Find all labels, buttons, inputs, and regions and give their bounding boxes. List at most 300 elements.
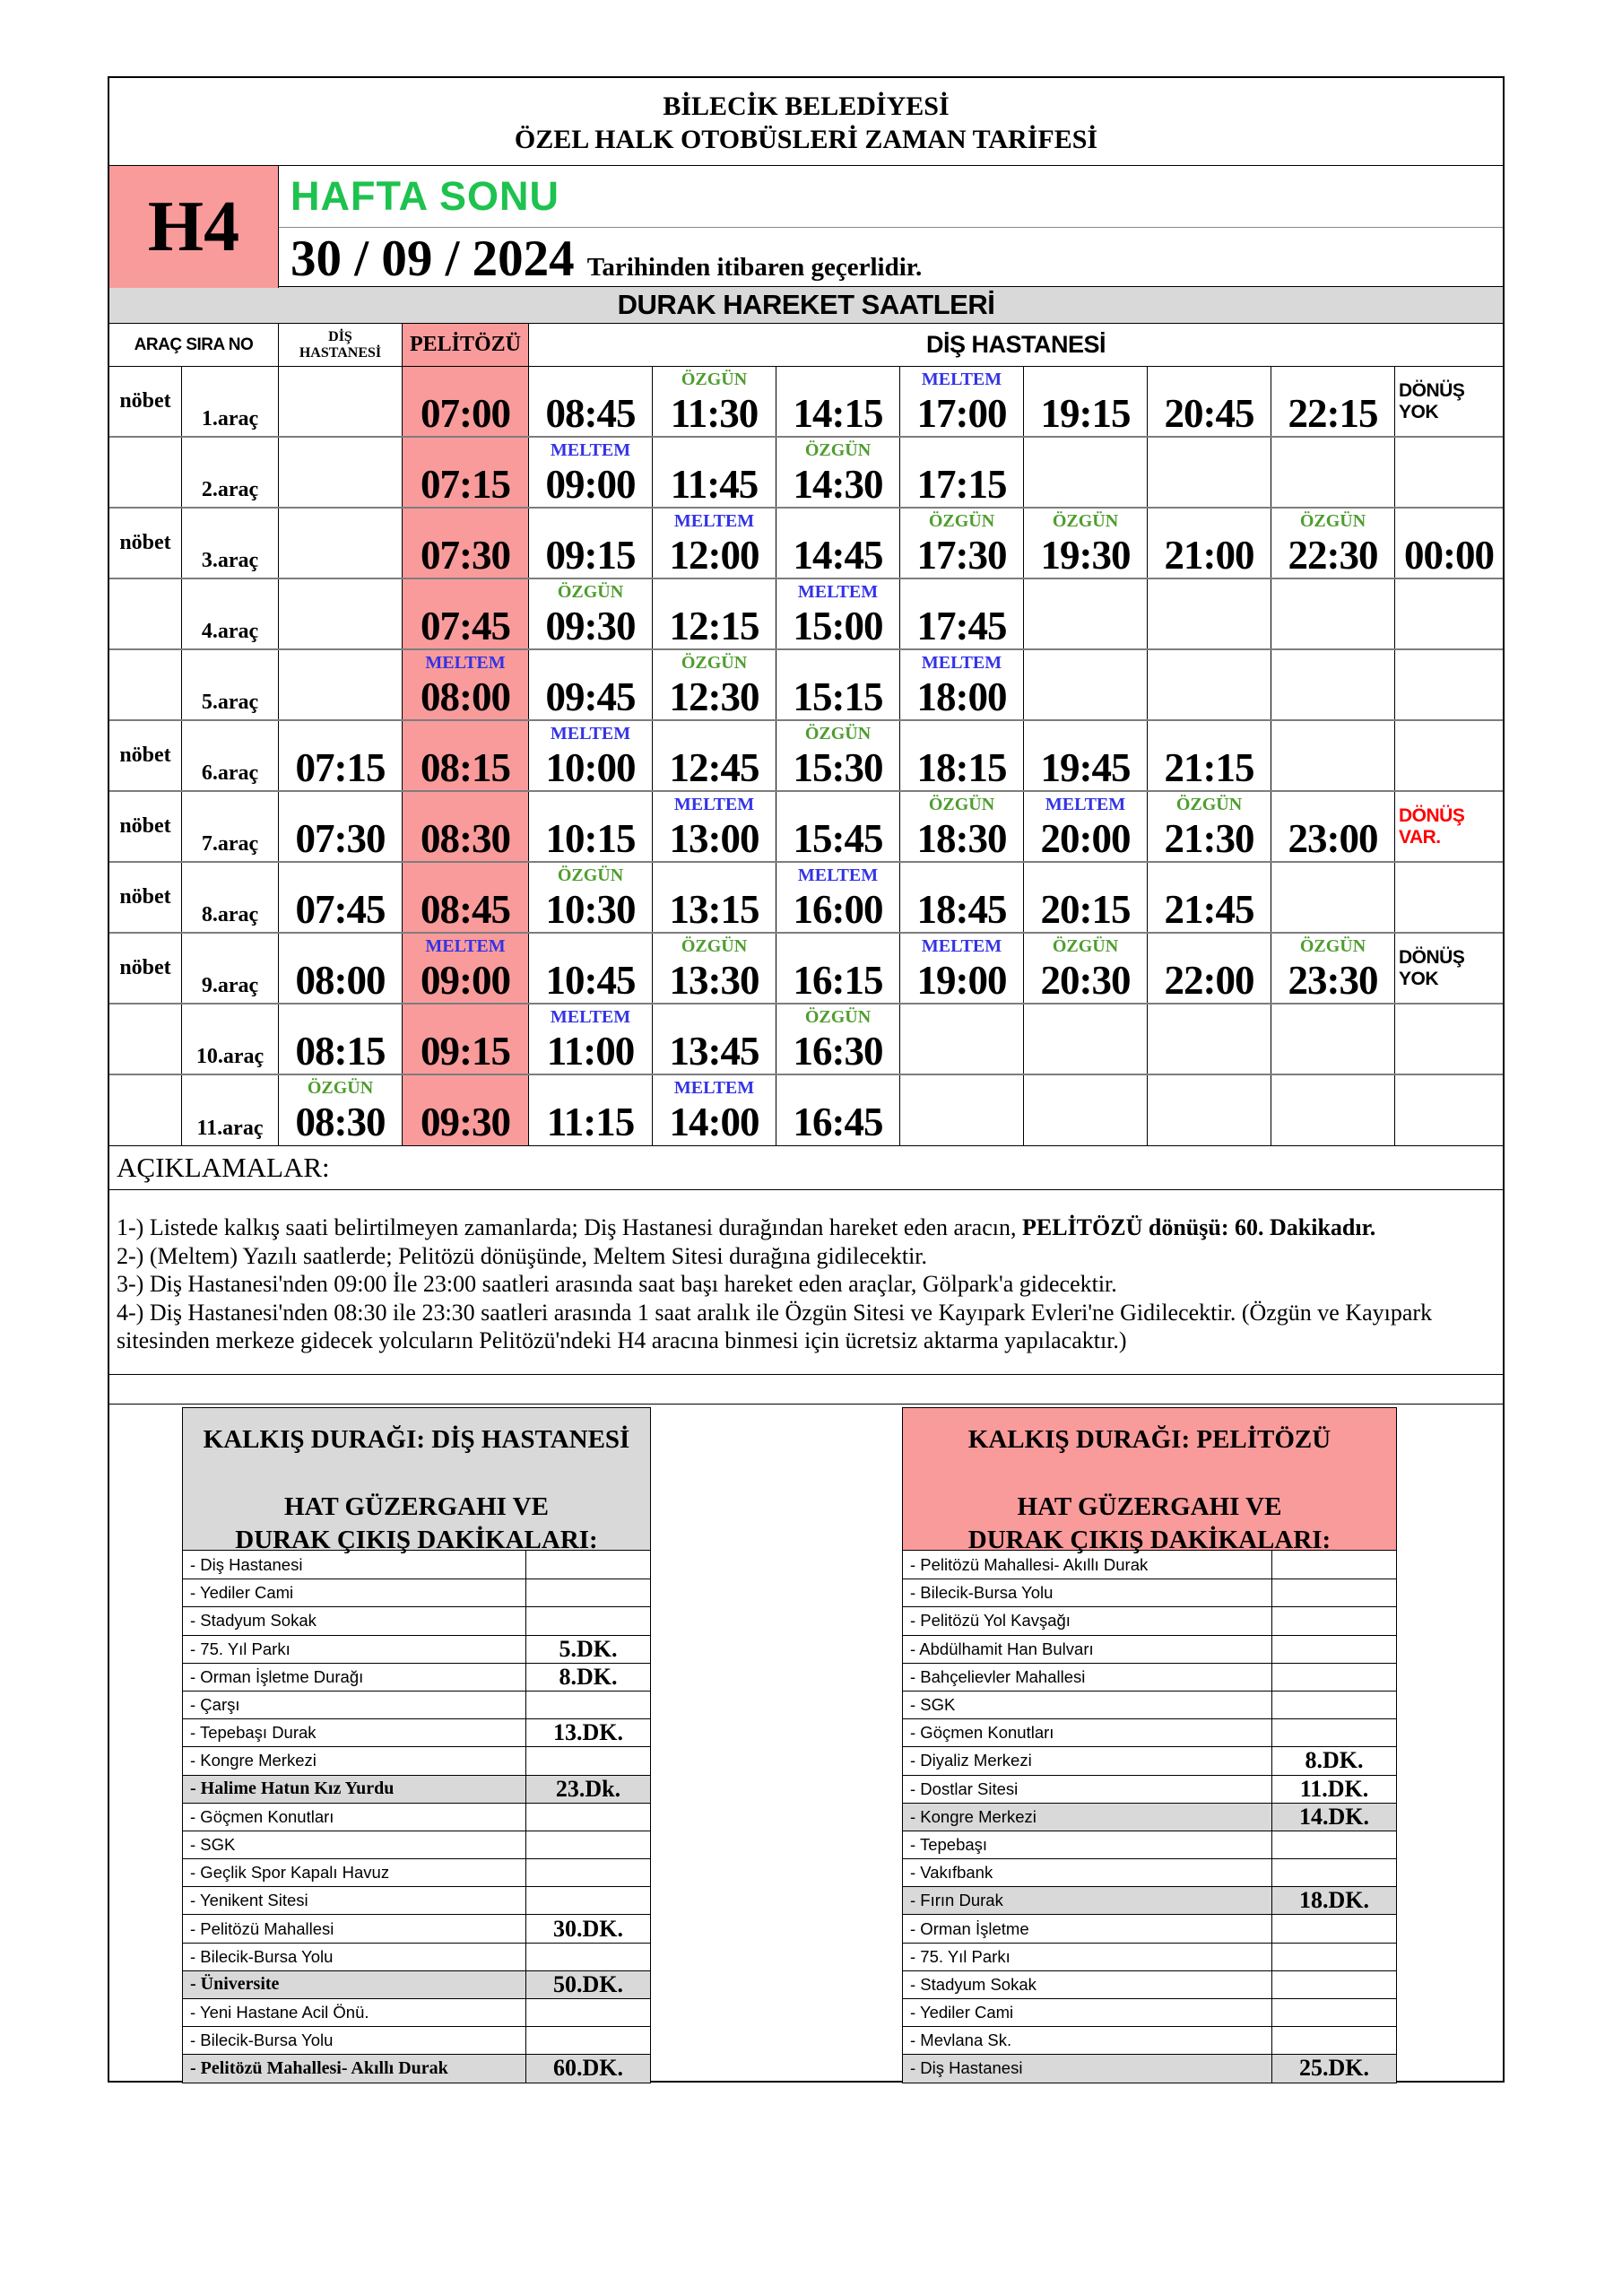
nobet-cell bbox=[109, 1075, 182, 1145]
stop-row bbox=[903, 1775, 1396, 1803]
meltem-label: MELTEM bbox=[921, 653, 1002, 673]
ozgun-label: ÖZGÜN bbox=[804, 1007, 872, 1027]
time-cell bbox=[529, 438, 653, 507]
stop-name: - Tepebaşı Durak bbox=[183, 1719, 526, 1746]
ozgun-label: ÖZGÜN bbox=[1052, 936, 1119, 956]
time-cell bbox=[529, 579, 653, 648]
route-list-pelitozu bbox=[902, 1407, 1397, 2083]
time-cell bbox=[653, 1004, 776, 1074]
meltem-label: MELTEM bbox=[921, 370, 1002, 389]
time-cell bbox=[1148, 792, 1271, 861]
stop-name: - Üniversite bbox=[183, 1971, 526, 1998]
time-cell bbox=[1271, 438, 1395, 507]
note-3: 3-) Diş Hastanesi'nden 09:00 İle 23:00 saatleri arasında saat başı hareket eden araçlar, Gölpark'a gidecektir. bbox=[117, 1271, 1117, 1297]
site-label bbox=[308, 1075, 373, 1100]
time-cell bbox=[1395, 509, 1503, 578]
time-cell bbox=[1148, 650, 1271, 719]
stop-name: - Kongre Merkezi bbox=[903, 1804, 1272, 1831]
departure-time: 13:00 bbox=[669, 816, 759, 861]
meltem-label: MELTEM bbox=[550, 440, 631, 460]
stop-minutes: 11.DK. bbox=[1299, 1775, 1369, 1802]
time-cell bbox=[1024, 1004, 1148, 1074]
site-label bbox=[1053, 509, 1118, 534]
time-cell bbox=[653, 792, 776, 861]
timetable-document bbox=[108, 76, 1505, 2083]
site-label bbox=[681, 367, 747, 392]
meltem-label: MELTEM bbox=[673, 511, 755, 531]
departure-time: 12:15 bbox=[669, 604, 759, 648]
time-cell bbox=[279, 509, 403, 578]
stop-minutes: 23.Dk. bbox=[555, 1775, 621, 1802]
time-cell bbox=[1148, 1075, 1271, 1145]
time-cell bbox=[529, 1075, 653, 1145]
time-cell bbox=[1395, 1004, 1503, 1074]
stop-minutes bbox=[526, 1859, 650, 1886]
time-cell bbox=[529, 1004, 653, 1074]
time-cell bbox=[900, 1004, 1024, 1074]
site-label bbox=[798, 863, 878, 888]
departure-time: 20:30 bbox=[1040, 958, 1131, 1003]
time-cell bbox=[403, 1075, 529, 1145]
meltem-label: MELTEM bbox=[797, 582, 879, 602]
time-cell bbox=[1024, 438, 1148, 507]
departure-time: 09:15 bbox=[421, 1029, 510, 1074]
time-cell bbox=[1271, 367, 1395, 436]
site-label bbox=[551, 438, 630, 463]
departure-time: 09:30 bbox=[545, 604, 636, 648]
stop-row bbox=[903, 1998, 1396, 2026]
time-cell bbox=[776, 863, 900, 932]
departure-time: 16:00 bbox=[793, 887, 883, 932]
time-cell bbox=[1024, 650, 1148, 719]
stop-name: - Bilecik-Bursa Yolu bbox=[903, 1579, 1272, 1606]
site-label bbox=[1176, 792, 1242, 817]
stop-minutes bbox=[1272, 1859, 1396, 1886]
stop-name: - Diş Hastanesi bbox=[903, 2055, 1272, 2082]
site-label bbox=[922, 934, 1002, 959]
route-header-right bbox=[279, 166, 1503, 288]
departure-time: 21:00 bbox=[1164, 533, 1254, 578]
stop-minutes bbox=[1272, 1636, 1396, 1663]
departure-time: 10:30 bbox=[545, 887, 636, 932]
time-cell bbox=[279, 579, 403, 648]
stop-row bbox=[183, 1831, 650, 1858]
departure-time: 17:45 bbox=[916, 604, 1007, 648]
time-cell bbox=[403, 438, 529, 507]
site-label bbox=[674, 509, 754, 534]
departure-time: 08:45 bbox=[545, 391, 636, 436]
ozgun-label: ÖZGÜN bbox=[928, 511, 995, 531]
site-label bbox=[551, 1004, 630, 1030]
stop-name: - Stadyum Sokak bbox=[903, 1971, 1272, 1998]
site-label bbox=[674, 792, 754, 817]
departure-time: 16:30 bbox=[793, 1029, 883, 1074]
col-header-dis-line1: DİŞ bbox=[328, 328, 352, 344]
stop-row bbox=[183, 1998, 650, 2026]
time-cell bbox=[1148, 721, 1271, 790]
route-lists-section bbox=[109, 1405, 1503, 2081]
vehicle-number-cell: 8.araç bbox=[182, 863, 279, 932]
site-label bbox=[922, 367, 1002, 392]
time-cell bbox=[653, 367, 776, 436]
timetable-row-3 bbox=[109, 509, 1503, 579]
time-cell bbox=[653, 509, 776, 578]
donus-cell bbox=[1395, 934, 1503, 1003]
time-cell bbox=[776, 1075, 900, 1145]
site-label bbox=[558, 863, 623, 888]
stop-name: - Kongre Merkezi bbox=[183, 1747, 526, 1774]
time-cell bbox=[403, 650, 529, 719]
departure-time: 15:30 bbox=[793, 745, 883, 790]
title-line2: ÖZEL HALK OTOBÜSLERİ ZAMAN TARİFESİ bbox=[514, 125, 1098, 154]
site-label bbox=[805, 721, 871, 746]
time-cell bbox=[1024, 1075, 1148, 1145]
vehicle-number-cell: 7.araç bbox=[182, 792, 279, 861]
ozgun-label: ÖZGÜN bbox=[681, 370, 748, 389]
stop-name: - Mevlana Sk. bbox=[903, 2027, 1272, 2054]
departure-time: 17:30 bbox=[916, 533, 1007, 578]
time-cell bbox=[1271, 579, 1395, 648]
departure-time: 15:00 bbox=[793, 604, 883, 648]
ozgun-label: ÖZGÜN bbox=[1299, 511, 1366, 531]
ozgun-label: ÖZGÜN bbox=[557, 865, 624, 885]
ozgun-label: ÖZGÜN bbox=[804, 724, 872, 744]
time-cell bbox=[1024, 721, 1148, 790]
vehicle-number-cell: 4.araç bbox=[182, 579, 279, 648]
stop-name: - Diş Hastanesi bbox=[183, 1551, 526, 1578]
time-cell bbox=[776, 721, 900, 790]
stop-name: - Pelitözü Mahallesi- Akıllı Durak bbox=[183, 2055, 526, 2082]
stop-name: - Yediler Cami bbox=[183, 1579, 526, 1606]
stop-minutes: 8.DK. bbox=[559, 1663, 618, 1690]
ozgun-label: ÖZGÜN bbox=[681, 653, 748, 673]
stop-minutes bbox=[1272, 1915, 1396, 1942]
time-cell bbox=[1395, 721, 1503, 790]
departure-time: 18:15 bbox=[916, 745, 1007, 790]
stop-minutes bbox=[526, 1692, 650, 1718]
right-header-line2: HAT GÜZERGAHI VE bbox=[1017, 1492, 1282, 1521]
route-list-right-rows bbox=[902, 1551, 1397, 2083]
departure-time: 18:45 bbox=[916, 887, 1007, 932]
stop-minutes: 30.DK. bbox=[553, 1915, 623, 1942]
departure-time: 09:45 bbox=[545, 674, 636, 719]
stop-name: - 75. Yıl Parkı bbox=[903, 1944, 1272, 1970]
site-label bbox=[922, 650, 1002, 675]
stop-minutes bbox=[1272, 1999, 1396, 2026]
time-cell bbox=[403, 934, 529, 1003]
time-cell bbox=[900, 721, 1024, 790]
stop-name: - SGK bbox=[183, 1831, 526, 1858]
departure-time: 14:45 bbox=[793, 533, 883, 578]
stop-row bbox=[903, 1943, 1396, 1970]
departure-time: 14:15 bbox=[793, 391, 883, 436]
departure-time: 09:00 bbox=[421, 958, 510, 1003]
stop-row bbox=[903, 1858, 1396, 1886]
time-cell bbox=[900, 367, 1024, 436]
stop-row bbox=[183, 1691, 650, 1718]
ozgun-label: ÖZGÜN bbox=[1175, 795, 1243, 814]
stop-name: - Göçmen Konutları bbox=[903, 1719, 1272, 1746]
time-cell bbox=[900, 650, 1024, 719]
time-cell bbox=[279, 863, 403, 932]
stop-row bbox=[183, 1970, 650, 1998]
vehicle-number-cell: 10.araç bbox=[182, 1004, 279, 1074]
site-label bbox=[805, 438, 871, 463]
left-header-line1: KALKIŞ DURAĞI: DİŞ HASTANESİ bbox=[203, 1425, 630, 1454]
time-cell bbox=[279, 650, 403, 719]
stop-minutes bbox=[1272, 1579, 1396, 1606]
departure-time: 14:30 bbox=[793, 462, 883, 507]
stop-name: - 75. Yıl Parkı bbox=[183, 1636, 526, 1663]
stop-minutes bbox=[1272, 1944, 1396, 1970]
stop-row bbox=[183, 1578, 650, 1606]
time-cell bbox=[1271, 1075, 1395, 1145]
route-code: H4 bbox=[109, 166, 279, 288]
departure-time: 13:15 bbox=[669, 887, 759, 932]
stop-row bbox=[903, 2054, 1396, 2082]
departure-time: 21:45 bbox=[1164, 887, 1254, 932]
right-header-line3: DURAK ÇIKIŞ DAKİKALARI: bbox=[967, 1526, 1331, 1554]
time-cell bbox=[529, 721, 653, 790]
stop-minutes: 25.DK. bbox=[1299, 2055, 1369, 2082]
stop-minutes bbox=[1272, 2027, 1396, 2054]
vehicle-number-cell: 11.araç bbox=[182, 1075, 279, 1145]
time-cell bbox=[900, 792, 1024, 861]
nobet-cell bbox=[109, 579, 182, 648]
spacer-row bbox=[109, 1375, 1503, 1405]
time-cell bbox=[1271, 1004, 1395, 1074]
site-label bbox=[425, 650, 505, 675]
stop-minutes bbox=[1272, 1551, 1396, 1578]
time-cell bbox=[1024, 863, 1148, 932]
validity-date-note: Tarihinden itibaren geçerlidir. bbox=[586, 253, 923, 282]
ozgun-label: ÖZGÜN bbox=[681, 936, 748, 956]
departure-time: 07:30 bbox=[295, 816, 386, 861]
departure-time: 20:15 bbox=[1040, 887, 1131, 932]
stop-name: - Orman İşletme bbox=[903, 1915, 1272, 1942]
section-title: DURAK HAREKET SAATLERİ bbox=[109, 287, 1503, 324]
departure-time: 09:30 bbox=[421, 1100, 510, 1144]
site-label bbox=[929, 792, 994, 817]
time-cell bbox=[279, 792, 403, 861]
departure-time: 07:15 bbox=[421, 462, 510, 507]
vehicle-number-cell: 5.araç bbox=[182, 650, 279, 719]
stop-row bbox=[183, 1635, 650, 1663]
stop-name: - Yediler Cami bbox=[903, 1999, 1272, 2026]
time-cell bbox=[1024, 579, 1148, 648]
stop-row bbox=[183, 1858, 650, 1886]
note-4: 4-) Diş Hastanesi'nden 08:30 ile 23:30 saatleri arasında 1 saat aralık ile Özgün Sitesi ve Kayıpark Evleri'ne Gidilecektir. (Özgün ve Kayıpark sitesinden merkeze gidecek yolcuların Pelitözü'ndeki H4 aracına binmesi için ücretsiz aktarma yapılacaktır.) bbox=[117, 1299, 1433, 1353]
stop-minutes: 5.DK. bbox=[559, 1635, 618, 1662]
meltem-label: MELTEM bbox=[673, 795, 755, 814]
time-cell bbox=[776, 438, 900, 507]
timetable-body bbox=[109, 367, 1503, 1146]
vehicle-number-cell: 1.araç bbox=[182, 367, 279, 436]
route-list-right-header bbox=[902, 1407, 1397, 1554]
stop-row bbox=[183, 1718, 650, 1746]
time-cell bbox=[1148, 438, 1271, 507]
time-cell bbox=[1148, 509, 1271, 578]
timetable-row-6 bbox=[109, 721, 1503, 792]
time-cell bbox=[1024, 509, 1148, 578]
timetable-row-5 bbox=[109, 650, 1503, 721]
stop-minutes: 13.DK. bbox=[553, 1719, 623, 1746]
right-header-line1: KALKIŞ DURAĞI: PELİTÖZÜ bbox=[967, 1425, 1331, 1454]
departure-time: 21:15 bbox=[1164, 745, 1254, 790]
nobet-cell bbox=[109, 438, 182, 507]
ozgun-label: ÖZGÜN bbox=[307, 1078, 374, 1098]
donus-line: DÖNÜŞ bbox=[1399, 379, 1465, 401]
stop-row bbox=[903, 1746, 1396, 1774]
departure-time: 19:45 bbox=[1040, 745, 1131, 790]
stop-name: - Dostlar Sitesi bbox=[903, 1776, 1272, 1803]
document-title bbox=[109, 78, 1503, 166]
stop-name: - Yenikent Sitesi bbox=[183, 1887, 526, 1914]
time-cell bbox=[776, 509, 900, 578]
nobet-cell: nöbet bbox=[109, 863, 182, 932]
stop-name: - Göçmen Konutları bbox=[183, 1804, 526, 1831]
stop-minutes bbox=[1272, 1971, 1396, 1998]
time-cell bbox=[776, 650, 900, 719]
stop-name: - Stadyum Sokak bbox=[183, 1607, 526, 1634]
ozgun-label: ÖZGÜN bbox=[928, 795, 995, 814]
departure-time: 13:45 bbox=[669, 1029, 759, 1074]
departure-time: 22:30 bbox=[1288, 533, 1378, 578]
departure-time: 07:30 bbox=[421, 533, 510, 578]
stop-minutes bbox=[526, 1804, 650, 1831]
departure-time: 16:15 bbox=[793, 958, 883, 1003]
stop-row bbox=[183, 1746, 650, 1774]
time-cell bbox=[529, 792, 653, 861]
meltem-label: MELTEM bbox=[425, 653, 506, 673]
donus-line: DÖNÜŞ bbox=[1399, 946, 1465, 968]
stop-row bbox=[183, 1803, 650, 1831]
time-cell bbox=[1148, 934, 1271, 1003]
timetable-row-1 bbox=[109, 367, 1503, 438]
stop-minutes bbox=[526, 1579, 650, 1606]
donus-line: DÖNÜŞ bbox=[1399, 804, 1465, 826]
time-cell bbox=[279, 1075, 403, 1145]
stop-name: - Pelitözü Mahallesi- Akıllı Durak bbox=[903, 1551, 1272, 1578]
departure-time: 16:45 bbox=[793, 1100, 883, 1144]
time-cell bbox=[900, 579, 1024, 648]
timetable-row-4 bbox=[109, 579, 1503, 650]
site-label bbox=[1300, 934, 1366, 959]
time-cell bbox=[1024, 934, 1148, 1003]
validity-date: 30 / 09 / 2024 bbox=[291, 230, 575, 287]
time-cell bbox=[1148, 367, 1271, 436]
time-cell bbox=[403, 579, 529, 648]
col-header-arac-sira-no: ARAÇ SIRA NO bbox=[109, 324, 279, 366]
departure-time: 07:45 bbox=[421, 604, 510, 648]
time-cell bbox=[1271, 934, 1395, 1003]
stop-name: - Pelitözü Mahallesi bbox=[183, 1915, 526, 1942]
route-list-left-rows bbox=[182, 1551, 651, 2083]
meltem-label: MELTEM bbox=[550, 724, 631, 744]
stop-name: - SGK bbox=[903, 1692, 1272, 1718]
stop-row bbox=[183, 1663, 650, 1691]
time-cell bbox=[653, 863, 776, 932]
time-cell bbox=[900, 1075, 1024, 1145]
ozgun-label: ÖZGÜN bbox=[1299, 936, 1366, 956]
stop-minutes bbox=[1272, 1607, 1396, 1634]
stop-minutes bbox=[526, 1607, 650, 1634]
stop-minutes: 8.DK. bbox=[1305, 1747, 1364, 1774]
departure-time: 19:30 bbox=[1040, 533, 1131, 578]
time-cell bbox=[776, 1004, 900, 1074]
time-cell bbox=[279, 438, 403, 507]
time-cell bbox=[1271, 650, 1395, 719]
donus-cell bbox=[1395, 367, 1503, 436]
stop-row bbox=[183, 2054, 650, 2082]
stop-minutes: 18.DK. bbox=[1299, 1887, 1369, 1914]
site-label bbox=[929, 509, 994, 534]
site-label bbox=[674, 1075, 754, 1100]
stop-minutes bbox=[1272, 1831, 1396, 1858]
note-1-bold: PELİTÖZÜ dönüşü: 60. Dakikadır. bbox=[1022, 1214, 1376, 1240]
stop-minutes bbox=[526, 1551, 650, 1578]
stop-minutes bbox=[526, 1944, 650, 1970]
title-line1: BİLECİK BELEDİYESİ bbox=[663, 91, 950, 121]
site-label bbox=[1045, 792, 1125, 817]
time-cell bbox=[403, 792, 529, 861]
stop-row bbox=[903, 1803, 1396, 1831]
time-cell bbox=[1024, 792, 1148, 861]
departure-time: 08:00 bbox=[295, 958, 386, 1003]
stop-name: - Fırın Durak bbox=[903, 1887, 1272, 1914]
stop-minutes bbox=[1272, 1692, 1396, 1718]
meltem-label: MELTEM bbox=[1045, 795, 1126, 814]
timetable-row-10 bbox=[109, 1004, 1503, 1075]
time-cell bbox=[900, 438, 1024, 507]
time-cell bbox=[653, 721, 776, 790]
stop-name: - Bahçelievler Mahallesi bbox=[903, 1664, 1272, 1691]
time-cell bbox=[1148, 579, 1271, 648]
time-cell bbox=[279, 367, 403, 436]
col-header-dis-hastanesi: DİŞ HASTANESİ bbox=[925, 331, 1106, 358]
stop-name: - Tepebaşı bbox=[903, 1831, 1272, 1858]
stop-row bbox=[903, 1718, 1396, 1746]
time-cell bbox=[653, 438, 776, 507]
stop-minutes bbox=[526, 1999, 650, 2026]
schedule-type: HAFTA SONU bbox=[279, 166, 1503, 228]
departure-time: 19:00 bbox=[916, 958, 1007, 1003]
stop-row bbox=[183, 1551, 650, 1578]
site-label bbox=[681, 650, 747, 675]
stop-minutes bbox=[526, 2027, 650, 2054]
time-cell bbox=[279, 934, 403, 1003]
departure-time: 11:30 bbox=[670, 391, 759, 436]
departure-time: 15:45 bbox=[793, 816, 883, 861]
departure-time: 22:00 bbox=[1164, 958, 1254, 1003]
site-label bbox=[551, 721, 630, 746]
ozgun-label: ÖZGÜN bbox=[804, 440, 872, 460]
site-label bbox=[798, 579, 878, 604]
stop-row bbox=[183, 2026, 650, 2054]
time-cell bbox=[653, 1075, 776, 1145]
time-cell bbox=[1395, 579, 1503, 648]
departure-time: 22:15 bbox=[1288, 391, 1378, 436]
route-header bbox=[109, 166, 1503, 287]
stop-row bbox=[183, 1914, 650, 1942]
time-cell bbox=[1395, 1075, 1503, 1145]
stop-minutes bbox=[526, 1831, 650, 1858]
nobet-cell: nöbet bbox=[109, 934, 182, 1003]
stop-name: - Vakıfbank bbox=[903, 1859, 1272, 1886]
stop-name: - Pelitözü Yol Kavşağı bbox=[903, 1607, 1272, 1634]
stop-minutes bbox=[1272, 1664, 1396, 1691]
stop-name: - Diyaliz Merkezi bbox=[903, 1747, 1272, 1774]
